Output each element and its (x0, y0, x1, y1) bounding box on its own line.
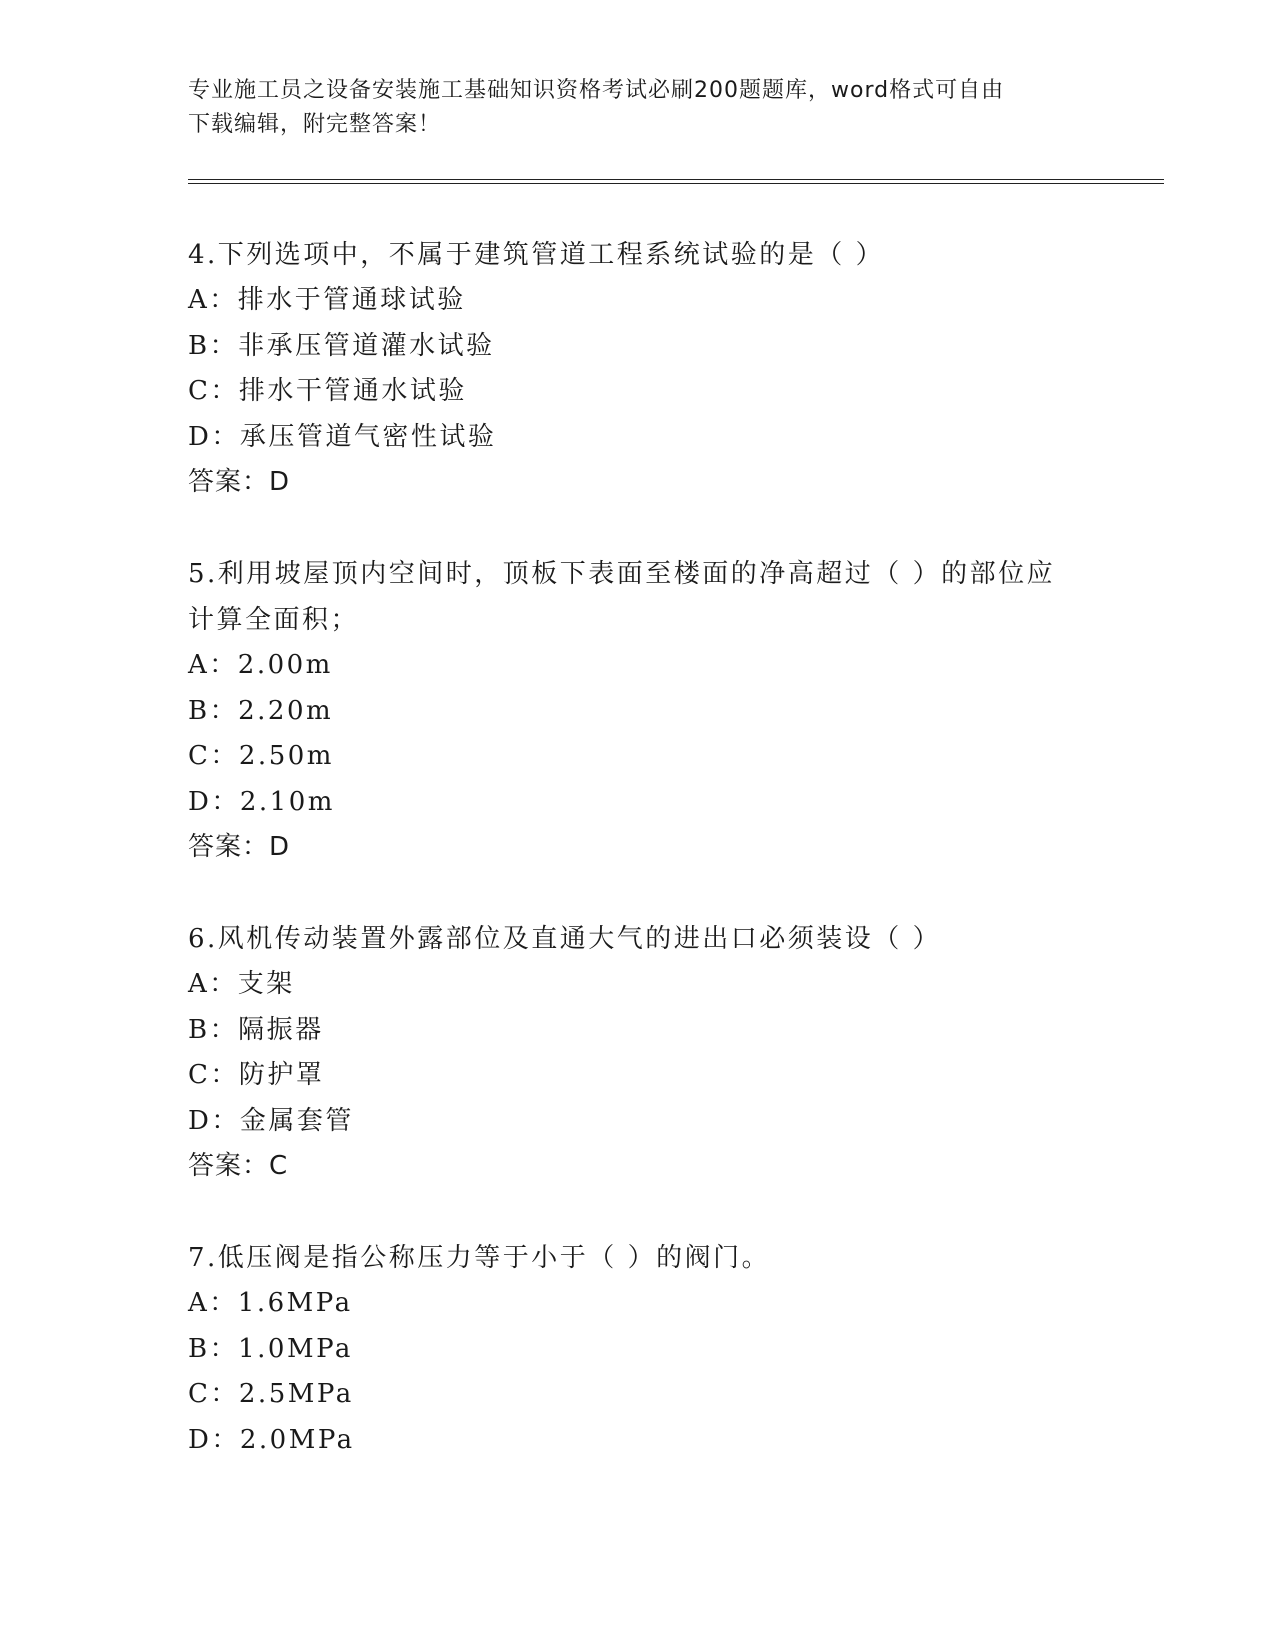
option-d: D：2.0MPa (188, 1424, 355, 1455)
option-c: C：排水干管通水试验 (188, 376, 467, 406)
question-stem: 5.利用坡屋顶内空间时，顶板下表面至楼面的净高超过（ ）的部位应 (188, 559, 1056, 589)
document-header (188, 74, 1068, 142)
answer-line: 答案：D (188, 467, 291, 497)
question-stem: 6.风机传动装置外露部位及直通大气的进出口必须装设（ ） (188, 924, 942, 954)
header-divider (188, 179, 1164, 184)
option-a: A：2.00m (188, 650, 333, 680)
question-list (188, 232, 1088, 1509)
option-b: B：2.20m (188, 695, 334, 726)
option-c: C：2.50m (188, 741, 334, 771)
answer-line: 答案：C (188, 1151, 289, 1181)
option-b: B：1.0MPa (188, 1333, 353, 1364)
option-d: D：承压管道气密性试验 (188, 421, 497, 452)
question-7 (188, 1235, 1088, 1463)
question-6 (188, 916, 1088, 1189)
question-stem: 7.低压阀是指公称压力等于小于（ ）的阀门。 (188, 1243, 771, 1273)
option-d: D：金属套管 (188, 1105, 354, 1136)
option-a: A：支架 (188, 969, 295, 999)
answer-line: 答案：D (188, 832, 291, 862)
option-d: D：2.10m (188, 786, 335, 817)
question-4 (188, 232, 1088, 505)
option-b: B：非承压管道灌水试验 (188, 330, 495, 361)
header-line-2: 下载编辑，附完整答案！ (188, 112, 442, 137)
option-c: C：防护罩 (188, 1060, 325, 1090)
option-a: A：1.6MPa (188, 1288, 353, 1318)
question-stem: 4.下列选项中，不属于建筑管道工程系统试验的是（ ） (188, 240, 885, 270)
option-b: B：隔振器 (188, 1014, 324, 1045)
question-stem-continued: 计算全面积； (188, 605, 360, 635)
option-a: A：排水于管通球试验 (188, 285, 466, 315)
question-5 (188, 551, 1088, 870)
header-line-1: 专业施工员之设备安装施工基础知识资格考试必刷200题题库，word格式可自由 (188, 78, 1005, 103)
option-c: C：2.5MPa (188, 1379, 354, 1409)
